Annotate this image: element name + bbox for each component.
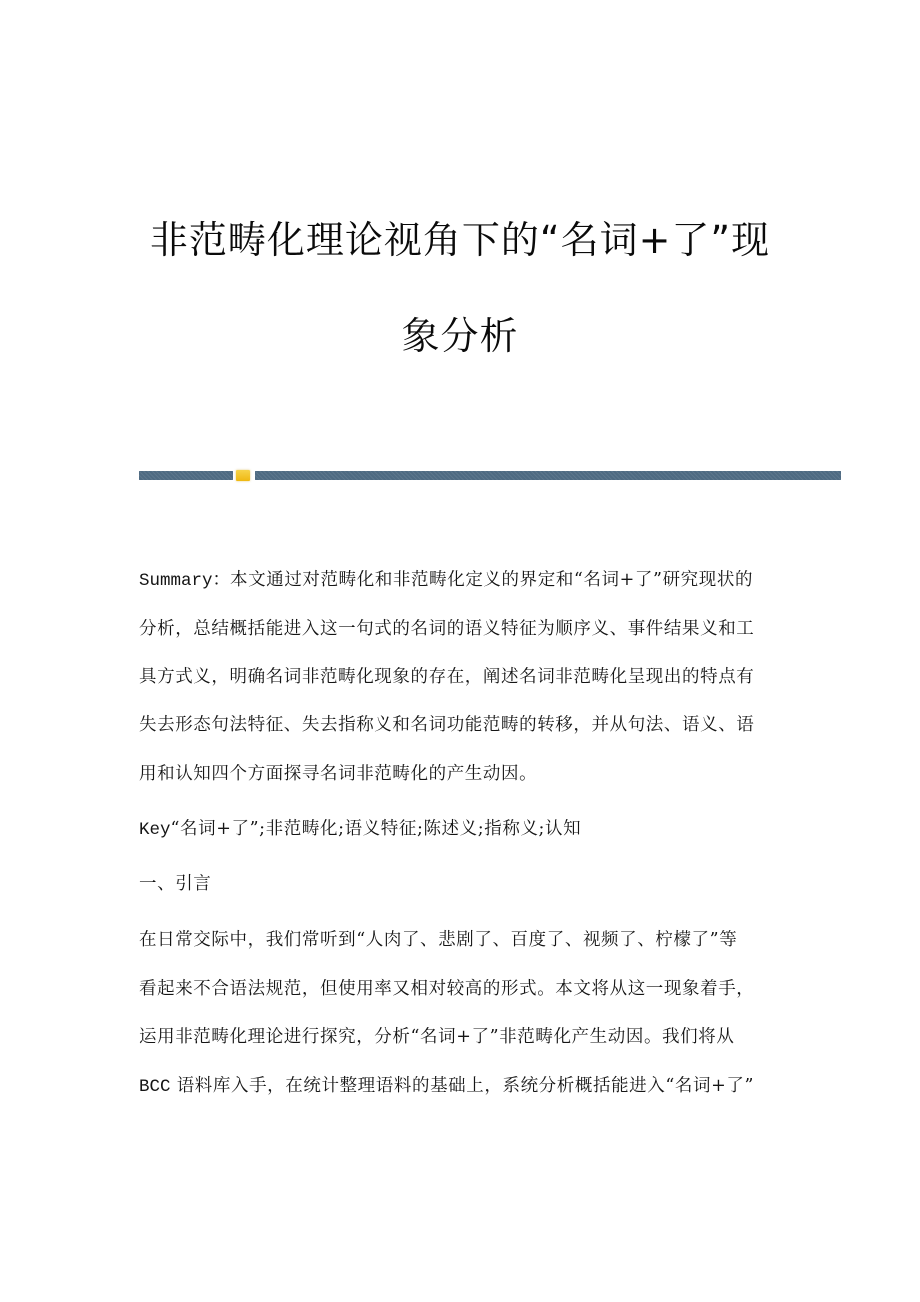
divider-bar-left bbox=[139, 471, 233, 480]
summary-line-4: 失去形态句法特征、失去指称义和名词功能范畴的转移，并从句法、语义、语 bbox=[139, 715, 755, 735]
intro-line-1: 在日常交际中，我们常听到“人肉了、悲剧了、百度了、视频了、柠檬了”等 bbox=[139, 930, 738, 950]
intro-line-4 bbox=[139, 1075, 779, 1098]
summary-line-3: 具方式义，明确名词非范畴化现象的存在，阐述名词非范畴化呈现出的特点有 bbox=[139, 667, 755, 687]
document-title-line-2: 象分析 bbox=[401, 314, 519, 358]
intro-line-4-prefix: BCC bbox=[139, 1077, 171, 1097]
summary-line-5: 用和认知四个方面探寻名词非范畴化的产生动因。 bbox=[139, 764, 538, 784]
section-heading-intro: 一、引言 bbox=[139, 874, 212, 894]
summary-text-1: 本文通过对范畴化和非范畴化定义的界定和“名词+了”研究现状的 bbox=[230, 570, 754, 590]
document-title-line-1: 非范畴化理论视角下的“名词+了”现 bbox=[149, 218, 771, 262]
keywords-text: “名词+了”;非范畴化;语义特征;陈述义;指称义;认知 bbox=[170, 819, 582, 839]
intro-line-3: 运用非范畴化理论进行探究，分析“名词+了”非范畴化产生动因。我们将从 bbox=[139, 1027, 735, 1047]
summary-label: Summary： bbox=[139, 571, 231, 591]
title-divider bbox=[139, 470, 841, 481]
divider-bar-right bbox=[255, 471, 841, 480]
summary-line-1 bbox=[139, 569, 779, 592]
intro-line-4-text: 语料库入手，在统计整理语料的基础上，系统分析概括能进入“名词+了” bbox=[176, 1076, 755, 1096]
keywords-label: Key bbox=[139, 820, 171, 840]
keywords-line bbox=[139, 818, 779, 841]
intro-line-2: 看起来不合语法规范，但使用率又相对较高的形式。本文将从这一现象着手， bbox=[139, 979, 755, 999]
summary-line-2: 分析，总结概括能进入这一句式的名词的语义特征为顺序义、事件结果义和工 bbox=[139, 619, 755, 639]
divider-ornament-icon bbox=[236, 470, 250, 481]
